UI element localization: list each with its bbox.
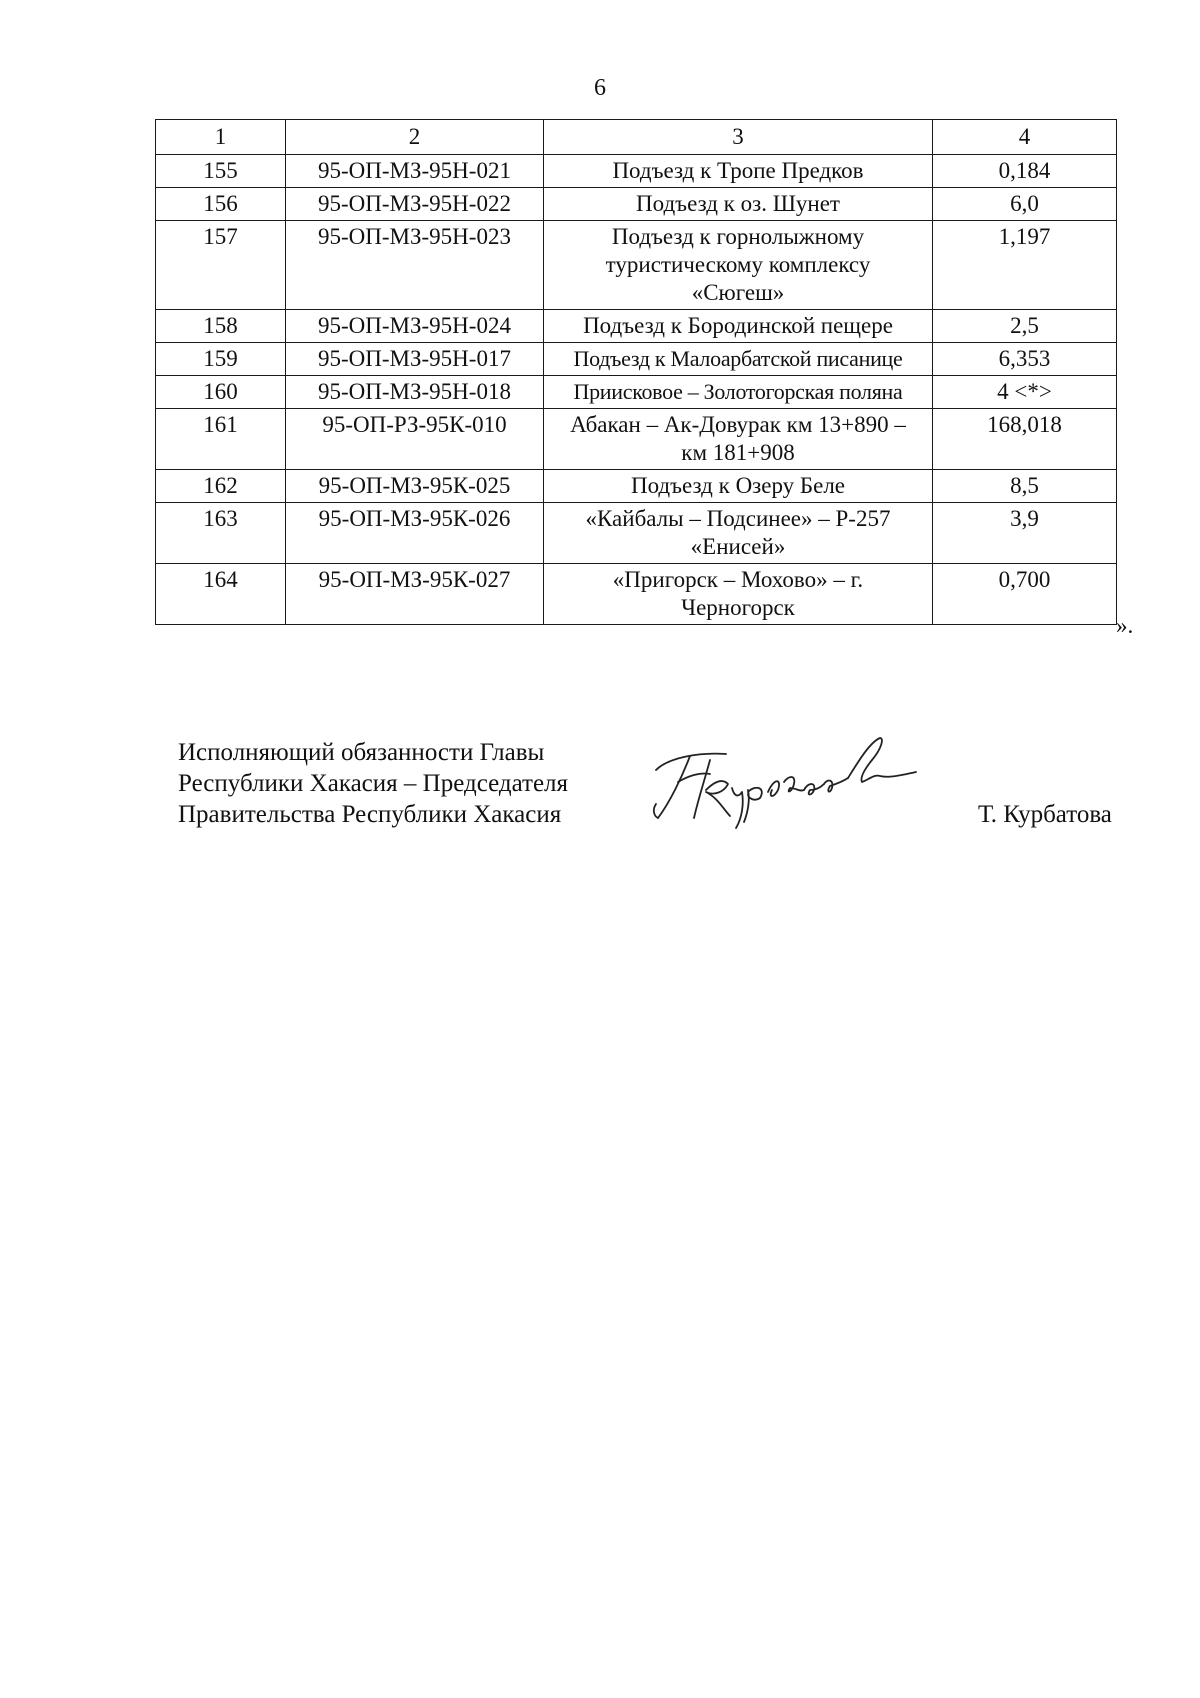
road-name: Приисковое – Золотогорская поляна	[544, 376, 933, 409]
road-name: Подъезд к Бородинской пещере	[544, 310, 933, 343]
road-name: Абакан – Ак-Довурак км 13+890 – км 181+908	[544, 409, 933, 470]
row-number: 158	[156, 310, 286, 343]
road-code: 95-ОП-МЗ-95К-025	[286, 470, 544, 503]
column-header: 1	[156, 120, 286, 155]
signatory-title	[178, 737, 568, 830]
page-number: 6	[594, 75, 606, 101]
table-row	[156, 343, 1117, 376]
table-row	[156, 409, 1117, 470]
row-number: 160	[156, 376, 286, 409]
column-header: 4	[933, 120, 1117, 155]
signatory-title-line: Республики Хакасия – Председателя	[178, 770, 569, 797]
column-header: 2	[286, 120, 544, 155]
row-number: 155	[156, 155, 286, 188]
road-length: 168,018	[933, 409, 1117, 470]
table-row	[156, 503, 1117, 564]
table-row	[156, 310, 1117, 343]
road-code: 95-ОП-МЗ-95Н-018	[286, 376, 544, 409]
row-number: 163	[156, 503, 286, 564]
road-length: 6,353	[933, 343, 1117, 376]
signatory-title-line: Правительства Республики Хакасия	[178, 801, 562, 828]
road-length: 0,184	[933, 155, 1117, 188]
road-code: 95-ОП-МЗ-95Н-021	[286, 155, 544, 188]
road-code: 95-ОП-МЗ-95Н-017	[286, 343, 544, 376]
table-header-row	[156, 120, 1117, 155]
table-row	[156, 188, 1117, 221]
road-code: 95-ОП-МЗ-95К-026	[286, 503, 544, 564]
row-number: 164	[156, 564, 286, 625]
table-row	[156, 155, 1117, 188]
road-name: «Пригорск – Мохово» – г. Черногорск	[544, 564, 933, 625]
road-name: Подъезд к оз. Шунет	[544, 188, 933, 221]
row-number: 159	[156, 343, 286, 376]
road-code: 95-ОП-МЗ-95К-027	[286, 564, 544, 625]
road-length: 4 <*>	[933, 376, 1117, 409]
handwritten-signature	[648, 732, 948, 832]
road-name: Подъезд к Озеру Беле	[544, 470, 933, 503]
closing-quote: ».	[1116, 613, 1134, 638]
table-row	[156, 221, 1117, 310]
signatory-title-line: Исполняющий обязанности Главы	[178, 739, 545, 766]
road-length: 3,9	[933, 503, 1117, 564]
road-code: 95-ОП-МЗ-95Н-022	[286, 188, 544, 221]
road-name: Подъезд к Тропе Предков	[544, 155, 933, 188]
road-code: 95-ОП-МЗ-95Н-024	[286, 310, 544, 343]
row-number: 161	[156, 409, 286, 470]
road-code: 95-ОП-МЗ-95Н-023	[286, 221, 544, 310]
road-name: «Кайбалы – Подсинее» – Р-257 «Енисей»	[544, 503, 933, 564]
road-length: 8,5	[933, 470, 1117, 503]
road-name: Подъезд к горнолыжному туристическому комплексу «Сюгеш»	[544, 221, 933, 310]
row-number: 162	[156, 470, 286, 503]
road-length: 1,197	[933, 221, 1117, 310]
table-row	[156, 564, 1117, 625]
road-length: 6,0	[933, 188, 1117, 221]
table-row	[156, 376, 1117, 409]
row-number: 157	[156, 221, 286, 310]
table-row	[156, 470, 1117, 503]
roads-table	[155, 119, 1117, 625]
road-name: Подъезд к Малоарбатской писанице	[544, 343, 933, 376]
road-length: 2,5	[933, 310, 1117, 343]
signer-name: Т. Курбатова	[978, 801, 1112, 828]
road-code: 95-ОП-РЗ-95К-010	[286, 409, 544, 470]
road-length: 0,700	[933, 564, 1117, 625]
column-header: 3	[544, 120, 933, 155]
row-number: 156	[156, 188, 286, 221]
